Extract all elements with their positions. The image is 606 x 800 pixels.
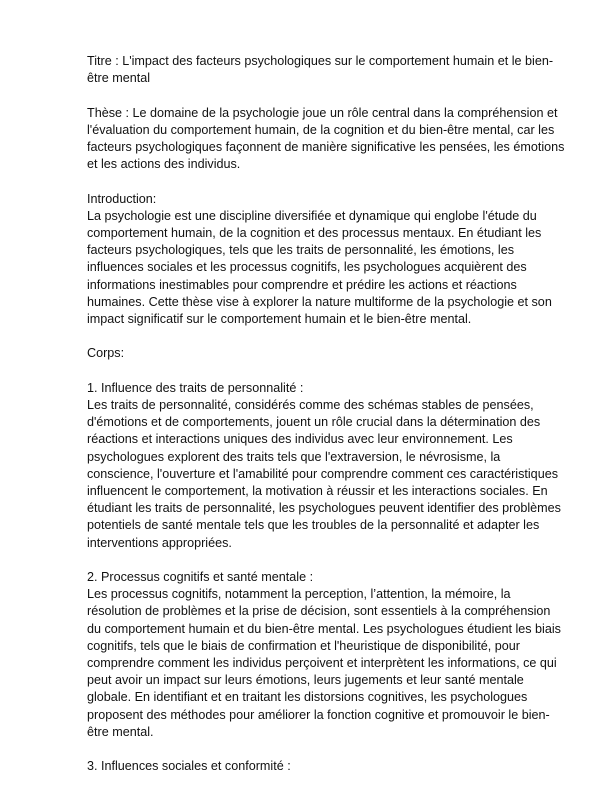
introduction-section bbox=[87, 191, 567, 329]
body-heading: Corps: bbox=[87, 346, 125, 361]
section1-heading: 1. Influence des traits de personnalité : bbox=[87, 380, 304, 395]
section2-heading: 2. Processus cognitifs et santé mentale : bbox=[87, 570, 314, 585]
section1-text: Les traits de personnalité, considérés comme des schémas stables de pensées, d'émotions et de comportements, jouent un rôle crucial dans la détermination des réactions et interactions uniques des individus avec leur environnement. Les psychologues explorent des traits tels que l'extraversion, le névrosisme, la conscience, l'ouverture et l'amabilité pour comprendre comment ces caractéristiques influencent le comportement, la motivation à réussir et les interactions sociales. En étudiant les traits de personnalité, les psychologues peuvent identifier des problèmes potentiels de santé mentale tels que les troubles de la personnalité et adapter les interventions appropriées. bbox=[87, 398, 561, 550]
document-body bbox=[87, 53, 567, 793]
document-title: Titre : L'impact des facteurs psychologiques sur le comportement humain et le bien-être mental bbox=[87, 54, 554, 86]
introduction-heading: Introduction: bbox=[87, 191, 157, 206]
section-cognitive-processes bbox=[87, 569, 567, 741]
section-personality-traits bbox=[87, 380, 567, 552]
section3-heading: 3. Influences sociales et conformité : bbox=[87, 759, 291, 774]
thesis-paragraph: Thèse : Le domaine de la psychologie joue un rôle central dans la compréhension et l'évaluation du comportement humain, de la cognition et du bien-être mental, car les facteurs psychologiques façonnent de manière significative les pensées, les émotions et les actions des individus. bbox=[87, 105, 565, 172]
introduction-text: La psychologie est une discipline diversifiée et dynamique qui englobe l'étude du comportement humain, de la cognition et des processus mentaux. En étudiant les facteurs psychologiques, tels que les traits de personnalité, les émotions, les influences sociales et les processus cognitifs, les psychologues acquièrent des informations inestimables pour comprendre et prédire les actions et réactions humaines. Cette thèse vise à explorer la nature multiforme de la psychologie et son impact significatif sur le comportement humain et le bien-être mental. bbox=[87, 208, 552, 327]
section2-text: Les processus cognitifs, notamment la perception, l’attention, la mémoire, la résolution de problèmes et la prise de décision, sont essentiels à la compréhension du comportement humain et du bien-être mental. Les psychologues étudient les biais cognitifs, tels que le biais de confirmation et l'heuristique de disponibilité, pour comprendre comment les individus perçoivent et interprètent les informations, ce qui peut avoir un impact sur leurs émotions, leurs jugements et leur santé mentale globale. En identifiant et en traitant les distorsions cognitives, les psychologues proposent des méthodes pour améliorer la fonction cognitive et promouvoir le bien-être mental. bbox=[87, 587, 561, 739]
